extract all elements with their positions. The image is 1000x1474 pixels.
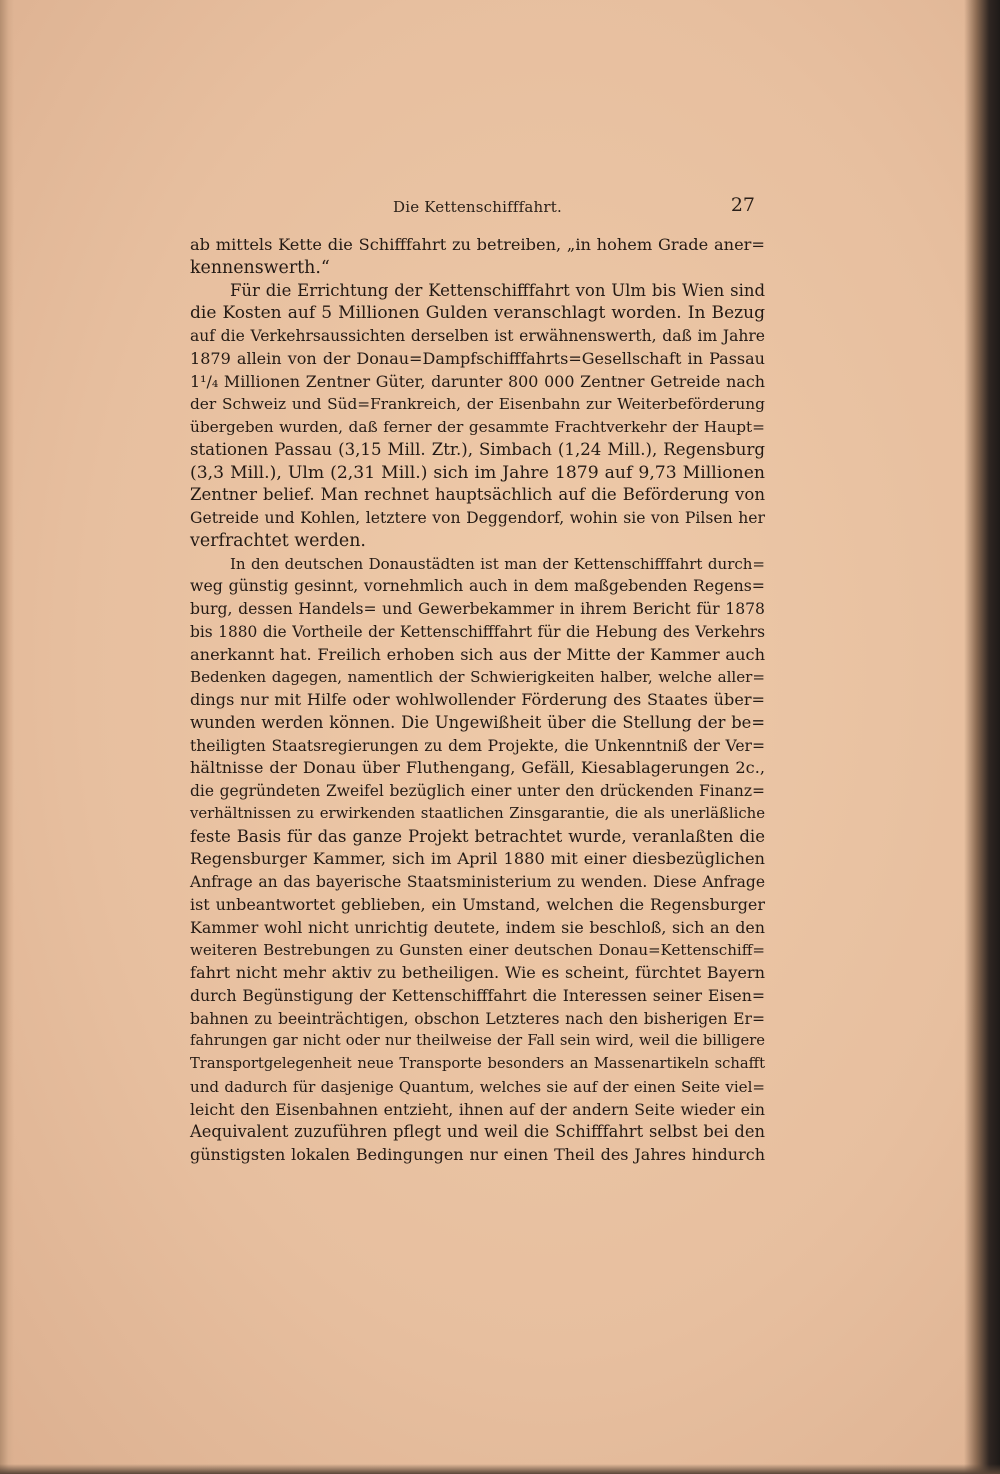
text-line: verhältnissen zu erwirkenden staatlichen Zinsgarantie, die als unerläßliche [190, 804, 765, 822]
text-line: Kammer wohl nicht unrichtig deutete, indem sie beschloß, sich an den [190, 917, 765, 937]
page-binding-shadow [964, 0, 1000, 1474]
text-line: durch Begünstigung der Kettenschifffahrt die Interessen seiner Eisen= [190, 985, 765, 1005]
text-line: Regensburger Kammer, sich im April 1880 mit einer diesbezüglichen [190, 849, 765, 869]
text-line: In den deutschen Donaustädten ist man der Kettenschifffahrt durch= [230, 554, 765, 573]
text-line: (3,3 Mill.), Ulm (2,31 Mill.) sich im Jahre 1879 auf 9,73 Millionen [190, 462, 765, 483]
running-title: Die Kettenschifffahrt. [393, 198, 562, 216]
text-line: auf die Verkehrsaussichten derselben ist erwähnenswerth, daß im Jahre [190, 327, 765, 345]
text-line: fahrt nicht mehr aktiv zu betheiligen. Wie es scheint, fürchtet Bayern [190, 963, 765, 982]
text-line: und dadurch für dasjenige Quantum, welches sie auf der einen Seite viel= [190, 1077, 765, 1096]
text-line: verfrachtet werden. [190, 530, 366, 551]
text-line: 1879 allein von der Donau=Dampfschifffahrts=Gesellschaft in Passau [190, 348, 765, 368]
text-line: bahnen zu beeinträchtigen, obschon Letzteres nach den bisherigen Er= [190, 1009, 765, 1028]
text-line: ab mittels Kette die Schifffahrt zu betreiben, „in hohem Grade aner= [190, 235, 765, 254]
text-line: ist unbeantwortet geblieben, ein Umstand, welchen die Regensburger [190, 894, 765, 914]
text-line: weiteren Bestrebungen zu Gunsten einer deutschen Donau=Kettenschiff= [190, 941, 765, 960]
page-left-shadow [0, 0, 14, 1474]
text-line: leicht den Eisenbahnen entzieht, ihnen auf der andern Seite wieder ein [190, 1099, 765, 1119]
text-line: bis 1880 die Vortheile der Kettenschifffahrt für die Hebung des Verkehrs [190, 622, 765, 641]
text-line: wunden werden können. Die Ungewißheit über die Stellung der be= [190, 712, 765, 732]
page-number: 27 [730, 194, 755, 216]
text-line: anerkannt hat. Freilich erhoben sich aus der Mitte der Kammer auch [190, 644, 765, 664]
text-line: 1¹/₄ Millionen Zentner Güter, darunter 800 000 Zentner Getreide nach [190, 371, 765, 391]
text-line: theiligten Staatsregierungen zu dem Projekte, die Unkenntniß der Ver= [190, 736, 765, 755]
page-bottom-shadow [0, 1464, 1000, 1474]
text-line: die gegründeten Zweifel bezüglich einer unter den drückenden Finanz= [190, 782, 765, 800]
text-line: Zentner belief. Man rechnet hauptsächlich auf die Beförderung von [190, 485, 765, 505]
text-line: Für die Errichtung der Kettenschifffahrt von Ulm bis Wien sind [230, 280, 765, 300]
text-line: dings nur mit Hilfe oder wohlwollender Förderung des Staates über= [190, 690, 765, 709]
body-text [190, 234, 765, 1167]
text-line: Aequivalent zuzuführen pflegt und weil die Schifffahrt selbst bei den [190, 1122, 765, 1142]
page-header [190, 194, 765, 222]
text-line: fahrungen gar nicht oder nur theilweise der Fall sein wird, weil die billigere [190, 1032, 765, 1050]
text-line: Anfrage an das bayerische Staatsministerium zu wenden. Diese Anfrage [190, 873, 765, 891]
text-line: stationen Passau (3,15 Mill. Ztr.), Simbach (1,24 Mill.), Regensburg [190, 439, 765, 459]
text-line: Transportgelegenheit neue Transporte besonders an Massenartikeln schafft [190, 1055, 765, 1072]
text-line: weg günstig gesinnt, vornehmlich auch in dem maßgebenden Regens= [190, 576, 765, 596]
text-line: günstigsten lokalen Bedingungen nur einen Theil des Jahres hindurch [190, 1145, 765, 1164]
text-line: übergeben wurden, daß ferner der gesammte Frachtverkehr der Haupt= [190, 418, 765, 436]
text-line: burg, dessen Handels= und Gewerbekammer in ihrem Bericht für 1878 [190, 600, 765, 618]
text-line: die Kosten auf 5 Millionen Gulden veranschlagt worden. In Bezug [190, 303, 765, 324]
text-line: Getreide und Kohlen, letztere von Deggendorf, wohin sie von Pilsen her [190, 508, 765, 527]
text-line: feste Basis für das ganze Projekt betrachtet wurde, veranlaßten die [190, 826, 765, 846]
text-line: hältnisse der Donau über Fluthengang, Gefäll, Kiesablagerungen 2c., [190, 758, 765, 778]
text-line: Bedenken dagegen, namentlich der Schwierigkeiten halber, welche aller= [190, 668, 765, 687]
text-line: kennenswerth.“ [190, 257, 330, 278]
text-line: der Schweiz und Süd=Frankreich, der Eisenbahn zur Weiterbeförderung [190, 395, 765, 414]
